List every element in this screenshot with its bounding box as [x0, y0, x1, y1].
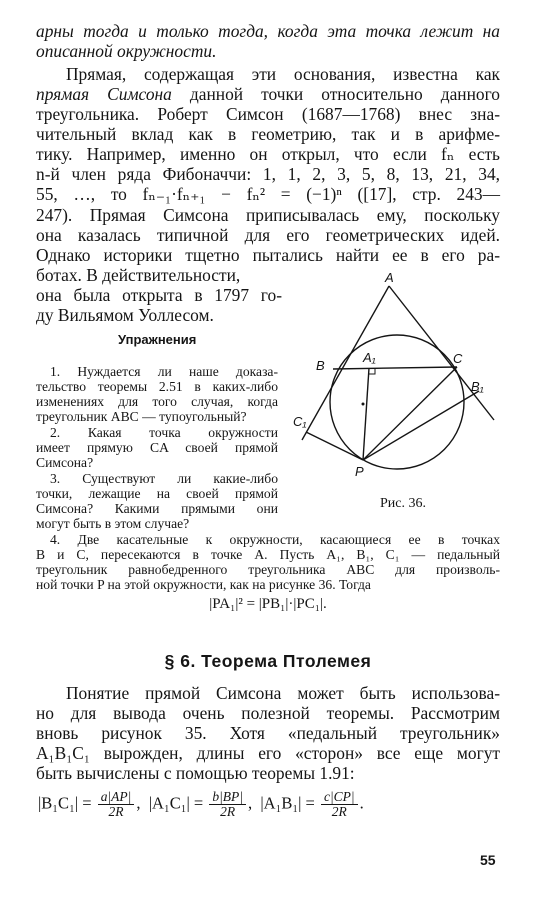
exercise-4-line-4: ной точки P на этой окружности, как на рисунке 36. Тогда — [36, 577, 371, 592]
para1-line-6: n-й член ряда Фибоначчи: 1, 1, 2, 3, 5, 8, 13, 21, 34, — [36, 164, 500, 184]
fraction-2-den: 2R — [220, 804, 236, 819]
para2-line-4: A₁B₁C₁ вырожден, длины его «сторон» все еще могут — [36, 743, 500, 763]
fraction-2-num: b|BP| — [209, 790, 246, 805]
chord-bc — [333, 367, 457, 369]
fraction-3-num: c|CP| — [321, 790, 358, 805]
sep-2: , — [248, 793, 253, 813]
para1-line-8: 247). Прямая Симсона приписывалась ему, поскольку — [36, 205, 500, 225]
exercise-1-line-3: изменениях для того случая, когда — [36, 394, 278, 409]
tangent-line-ac — [389, 286, 494, 420]
exercise-4-line-1: 4. Две касательные к окружности, касающиеся ее в точках — [50, 532, 500, 547]
segment-pc — [363, 367, 457, 460]
top-line-2: описанной окружности. — [36, 41, 217, 61]
page-number: 55 — [480, 852, 496, 868]
para1-line-2 — [36, 85, 500, 105]
para2-line-5: быть вычислены с помощью теоремы 1.91: — [36, 763, 355, 783]
para2-line-1: Понятие прямой Симсона может быть использова- — [66, 683, 500, 703]
figure-caption: Рис. 36. — [380, 496, 426, 511]
fraction-3 — [321, 790, 358, 819]
para1-line-2-rest: данной точки относительно данного — [171, 84, 501, 104]
exercise-4-line-2: B и C, пересекаются в точке A. Пусть A₁, B₁, C₁ — педальный — [36, 547, 500, 562]
label-c1: C₁ — [293, 414, 307, 429]
fraction-1 — [98, 790, 135, 819]
para2-line-2: но для вывода очень полезной теоремы. Рассмотрим — [36, 703, 500, 723]
para1-line-5: тику. Например, именно он открыл, что если fₙ есть — [36, 144, 500, 164]
para1-line-12: она была открыта в 1797 го- — [36, 285, 282, 305]
label-b1: B₁ — [471, 379, 484, 394]
exercises-heading: Упражнения — [118, 332, 197, 347]
fraction-1-num: a|AP| — [98, 790, 135, 805]
segment-pb1 — [363, 391, 479, 460]
label-a: A — [385, 270, 394, 285]
label-p: P — [355, 464, 364, 479]
exercise-4-formula: |PA₁|² = |PB₁|·|PC₁|. — [209, 596, 327, 612]
ptolemy-side-formula — [38, 790, 508, 819]
segment-pc1 — [306, 432, 363, 460]
fraction-2 — [209, 790, 246, 819]
exercise-2-line-1: 2. Какая точка окружности — [50, 425, 278, 440]
para1-line-10: Однако историки тщетно пытались найти ее в его ра- — [36, 245, 500, 265]
simson-line-term: прямая Симсона — [36, 84, 172, 104]
para2-line-3: вновь рисунок 35. Хотя «педальный треугольник» — [36, 723, 500, 743]
label-b: B — [316, 358, 325, 373]
para1-line-13: ду Вильямом Уоллесом. — [36, 305, 214, 325]
fraction-3-den: 2R — [331, 804, 347, 819]
exercise-1-line-4: треугольник ABC — тупоугольный? — [36, 409, 247, 424]
formula-a1c1: |A₁C₁| = — [148, 793, 204, 813]
exercise-2-line-2: имеет прямую CA своей прямой — [36, 440, 278, 455]
para1-line-11: ботах. В действительности, — [36, 265, 241, 285]
formula-a1b1: |A₁B₁| = — [260, 793, 315, 813]
label-a1: A₁ — [363, 350, 376, 365]
formula-b1c1: |B₁C₁| = — [38, 793, 92, 813]
para1-line-3: треугольника. Роберт Симсон (1687—1768) внес зна- — [36, 104, 500, 124]
exercise-3-line-1: 3. Существуют ли какие-либо — [50, 471, 278, 486]
exercise-1-line-2: тельство теоремы 2.51 в каких-либо — [36, 379, 278, 394]
exercise-1-line-1: 1. Нуждается ли наше доказа- — [50, 364, 278, 379]
center-dot — [362, 403, 365, 406]
exercise-4-line-3: треугольник равнобедренного треугольника ABC для произволь- — [36, 562, 500, 577]
fraction-1-den: 2R — [108, 804, 124, 819]
segment-pa1 — [363, 368, 369, 460]
top-line-1: арны тогда и только тогда, когда эта точка лежит на — [36, 21, 500, 41]
exercise-3-line-3: Симсона? Какими прямыми они — [36, 501, 278, 516]
section-heading: § 6. Теорема Птолемея — [164, 651, 372, 671]
para1-line-1: Прямая, содержащая эти основания, известна как — [66, 64, 500, 84]
exercise-3-line-4: могут быть в этом случае? — [36, 516, 190, 531]
sep-1: , — [136, 793, 141, 813]
sep-3: . — [359, 793, 364, 813]
para1-line-4: чительный вклад как в геометрию, так и в арифме- — [36, 124, 500, 144]
exercise-2-line-3: Симсона? — [36, 455, 94, 470]
para1-line-9: она казалась типичной для его геометрических идей. — [36, 225, 500, 245]
para1-line-7: 55, …, то fₙ₋₁·fₙ₊₁ − fₙ² = (−1)ⁿ ([17], стр. 243— — [36, 184, 500, 204]
figure-36 — [286, 262, 516, 480]
label-c: C — [453, 351, 463, 366]
exercise-3-line-2: точки, лежащие на своей прямой — [36, 486, 278, 501]
